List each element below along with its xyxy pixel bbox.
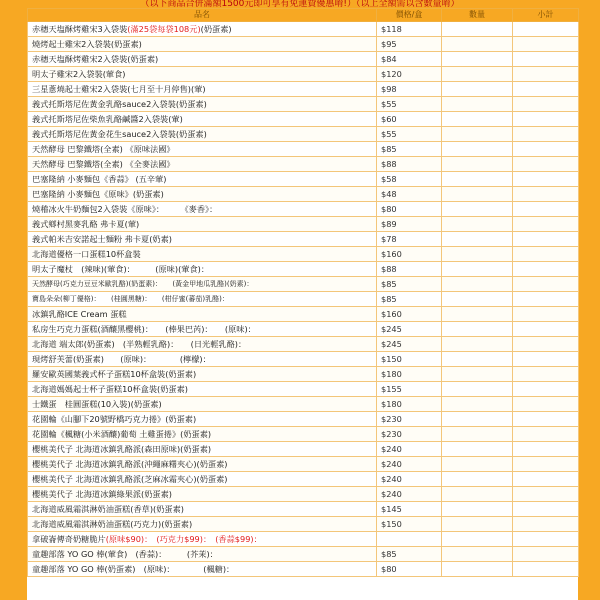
subtotal-cell: [513, 487, 579, 502]
quantity-cell[interactable]: [442, 142, 513, 157]
price-cell: [377, 532, 442, 547]
price-cell: $48: [377, 187, 442, 202]
product-name: 明太子雞宋2入袋裝(葷食): [32, 69, 126, 79]
table-row: [28, 337, 579, 352]
subtotal-cell: [513, 307, 579, 322]
quantity-cell[interactable]: [442, 562, 513, 577]
price-cell: $155: [377, 382, 442, 397]
subtotal-cell: [513, 232, 579, 247]
order-sheet: [27, 8, 578, 600]
quantity-cell[interactable]: [442, 457, 513, 472]
price-cell: $55: [377, 127, 442, 142]
table-row: [28, 292, 579, 307]
product-name: 拿破崙傳奇奶糖脆片: [32, 534, 106, 544]
quantity-cell[interactable]: [442, 112, 513, 127]
quantity-cell[interactable]: [442, 547, 513, 562]
product-name-cell: [28, 487, 377, 502]
table-row: [28, 307, 579, 322]
table-row: [28, 127, 579, 142]
order-rows: [28, 22, 579, 577]
quantity-cell[interactable]: [442, 82, 513, 97]
product-name-cell: [28, 142, 377, 157]
product-name: 北海道威風霜淇淋奶油蛋糕(巧克力)(奶蛋素): [32, 519, 193, 529]
table-row: [28, 37, 579, 52]
table-row: [28, 52, 579, 67]
subtotal-cell: [513, 397, 579, 412]
price-cell: $85: [377, 292, 442, 307]
product-name-cell: [28, 112, 377, 127]
subtotal-cell: [513, 547, 579, 562]
price-cell: $118: [377, 22, 442, 37]
product-name-cell: [28, 382, 377, 397]
table-row: [28, 322, 579, 337]
subtotal-cell: [513, 22, 579, 37]
quantity-cell[interactable]: [442, 97, 513, 112]
product-name: 北海道威風霜淇淋奶油蛋糕(香草)(奶蛋素): [32, 504, 184, 514]
price-cell: $89: [377, 217, 442, 232]
quantity-cell[interactable]: [442, 292, 513, 307]
quantity-cell[interactable]: [442, 532, 513, 547]
product-name-cell: [28, 187, 377, 202]
product-name: 童趣部落 YO GO 棒(奶蛋素) (原味)： (楓糖)：: [32, 564, 235, 574]
product-name: 櫻桃美代子 北海道冰鎮綠果派(奶蛋素): [32, 489, 172, 499]
table-row: [28, 517, 579, 532]
price-cell: $160: [377, 247, 442, 262]
product-name: 櫻桃美代子 北海道冰鎮乳酪派(沖繩麻糬夾心)(奶蛋素): [32, 459, 228, 469]
price-cell: $240: [377, 442, 442, 457]
table-row: [28, 382, 579, 397]
table-row: [28, 277, 579, 292]
table-row: [28, 262, 579, 277]
table-row: [28, 502, 579, 517]
product-name: 巴塞隆納 小麥麵包《香蒜》 (五辛葷): [32, 174, 167, 184]
price-cell: $88: [377, 157, 442, 172]
subtotal-cell: [513, 217, 579, 232]
quantity-cell[interactable]: [442, 382, 513, 397]
product-name-cell: [28, 517, 377, 532]
product-name: 花園輪《山腳下20號野橋巧克力捲》(奶蛋素): [32, 414, 197, 424]
quantity-cell[interactable]: [442, 397, 513, 412]
product-name-cell: [28, 427, 377, 442]
product-name: 現烤舒芙蕾(奶蛋素) (原味)： (檸檬)：: [32, 354, 211, 364]
product-name-cell: [28, 172, 377, 187]
product-name: 燒稽冰火牛奶麵包2入袋裝《原味》： 《麥香》：: [32, 204, 218, 214]
quantity-cell[interactable]: [442, 442, 513, 457]
product-name-cell: [28, 247, 377, 262]
price-cell: $78: [377, 232, 442, 247]
subtotal-cell: [513, 97, 579, 112]
product-name-cell: [28, 82, 377, 97]
header-quantity: 數量: [442, 9, 513, 22]
price-cell: $80: [377, 202, 442, 217]
price-cell: $98: [377, 82, 442, 97]
subtotal-cell: [513, 157, 579, 172]
subtotal-cell: [513, 502, 579, 517]
subtotal-cell: [513, 337, 579, 352]
price-cell: $230: [377, 412, 442, 427]
product-name: 北海道媽媽起士杯子蛋糕10杯盒裝(奶蛋素): [32, 384, 188, 394]
product-name: 北海道 端太郎(奶蛋素) (半熟輕乳酪)： (日光輕乳酪)：: [32, 339, 247, 349]
product-name-cell: [28, 127, 377, 142]
diet-tag: (奶蛋素): [200, 24, 232, 34]
price-cell: $55: [377, 97, 442, 112]
quantity-cell[interactable]: [442, 187, 513, 202]
quantity-cell[interactable]: [442, 157, 513, 172]
subtotal-cell: [513, 67, 579, 82]
quantity-cell[interactable]: [442, 67, 513, 82]
quantity-cell[interactable]: [442, 412, 513, 427]
subtotal-cell: [513, 427, 579, 442]
price-cell: $240: [377, 472, 442, 487]
price-cell: $80: [377, 562, 442, 577]
price-cell: $180: [377, 397, 442, 412]
product-name-cell: [28, 22, 377, 37]
price-cell: $245: [377, 337, 442, 352]
quantity-cell[interactable]: [442, 37, 513, 52]
promo-note: (原味$90)： (巧克力$99)： (香蒜$99)：: [105, 534, 262, 544]
shipping-banner: （以下商品合併滿額1500元即可享有免運費優惠唷!）（以上全額需以含數量唷）: [0, 0, 600, 8]
header-price: 價格/盒: [377, 9, 442, 22]
product-name-cell: [28, 37, 377, 52]
product-name-cell: [28, 277, 377, 292]
subtotal-cell: [513, 532, 579, 547]
subtotal-cell: [513, 142, 579, 157]
table-row: [28, 22, 579, 37]
price-cell: $180: [377, 367, 442, 382]
table-row: [28, 247, 579, 262]
subtotal-cell: [513, 517, 579, 532]
product-name: 天然酵母 巴黎鐵塔(全素) 《全麥法國》: [32, 159, 175, 169]
subtotal-cell: [513, 172, 579, 187]
product-name-cell: [28, 217, 377, 232]
product-name-cell: [28, 67, 377, 82]
quantity-cell[interactable]: [442, 232, 513, 247]
subtotal-cell: [513, 412, 579, 427]
product-name-cell: [28, 337, 377, 352]
table-row: [28, 187, 579, 202]
table-row: [28, 202, 579, 217]
product-name: 三星蔥燒起士雞宋2入袋裝(七月至十月停售)(葷): [32, 84, 206, 94]
subtotal-cell: [513, 472, 579, 487]
table-row: [28, 367, 579, 382]
subtotal-cell: [513, 457, 579, 472]
product-name-cell: [28, 562, 377, 577]
product-name-cell: [28, 292, 377, 307]
table-row: [28, 172, 579, 187]
quantity-cell[interactable]: [442, 262, 513, 277]
product-name: 士鐵蛋 桂圓蛋糕(10入裝)(奶蛋素): [32, 399, 162, 409]
price-cell: $60: [377, 112, 442, 127]
price-cell: $85: [377, 142, 442, 157]
promo-note: (滿25袋每袋108元): [127, 24, 201, 34]
subtotal-cell: [513, 52, 579, 67]
product-name: 義式托斯塔尼佐柴魚乳酪鹹醬2入袋裝(葷): [32, 114, 183, 124]
product-name: 義式托斯塔尼佐黃金乳酪sauce2入袋裝(奶蛋素): [32, 99, 207, 109]
product-name: 義式帕米吉安諾起士麵粉 弗卡夏(奶素): [32, 234, 172, 244]
product-name: 義式托斯塔尼佐黃金花生sauce2入袋裝(奶蛋素): [32, 129, 207, 139]
table-row: [28, 532, 579, 547]
quantity-cell[interactable]: [442, 277, 513, 292]
product-name: 私房生巧克力蛋糕(酒釀黑櫻桃)： (棒果巴芮)： (原味)：: [32, 324, 256, 334]
quantity-cell[interactable]: [442, 22, 513, 37]
quantity-cell[interactable]: [442, 307, 513, 322]
subtotal-cell: [513, 82, 579, 97]
price-cell: $145: [377, 502, 442, 517]
product-name-cell: [28, 157, 377, 172]
product-name-cell: [28, 367, 377, 382]
product-name-cell: [28, 397, 377, 412]
product-name-cell: [28, 532, 377, 547]
product-name: 義式鄉村黑麥乳酪 弗卡夏(葷): [32, 219, 140, 229]
header-product-name: 品名: [28, 9, 377, 22]
product-name: 天然酵母 巴黎鐵塔(全素) 《原味法國》: [32, 144, 175, 154]
table-row: [28, 217, 579, 232]
price-cell: $150: [377, 517, 442, 532]
product-name-cell: [28, 52, 377, 67]
quantity-cell[interactable]: [442, 52, 513, 67]
header-subtotal: 小計: [513, 9, 579, 22]
subtotal-cell: [513, 382, 579, 397]
table-row: [28, 112, 579, 127]
subtotal-cell: [513, 202, 579, 217]
price-cell: $58: [377, 172, 442, 187]
subtotal-cell: [513, 562, 579, 577]
table-row: [28, 352, 579, 367]
quantity-cell[interactable]: [442, 502, 513, 517]
price-cell: $95: [377, 37, 442, 52]
table-row: [28, 562, 579, 577]
price-cell: $240: [377, 457, 442, 472]
product-name-cell: [28, 352, 377, 367]
quantity-cell[interactable]: [442, 127, 513, 142]
table-row: [28, 427, 579, 442]
quantity-cell[interactable]: [442, 202, 513, 217]
product-name: 童趣部落 YO GO 棒(葷食) (香蒜)： (芥茉)：: [32, 549, 218, 559]
price-cell: $150: [377, 352, 442, 367]
price-cell: $240: [377, 487, 442, 502]
quantity-cell[interactable]: [442, 322, 513, 337]
quantity-cell[interactable]: [442, 487, 513, 502]
product-name: 明太子魔杖 (辣味)(葷食)： (原味)(葷食)：: [32, 264, 210, 274]
table-row: [28, 82, 579, 97]
subtotal-cell: [513, 262, 579, 277]
product-name-cell: [28, 472, 377, 487]
order-table: [27, 8, 579, 577]
product-name-cell: [28, 307, 377, 322]
subtotal-cell: [513, 352, 579, 367]
quantity-cell[interactable]: [442, 517, 513, 532]
product-name: 寶島朵朵(柳丁優格)： (桂圓黑糖)： (柑仔蜜(蕃茄)乳酪)：: [32, 295, 229, 303]
product-name: 北海道優格一口蛋糕10杯盒裝: [32, 249, 141, 259]
table-row: [28, 97, 579, 112]
subtotal-cell: [513, 367, 579, 382]
table-row: [28, 472, 579, 487]
product-name: 燒烤起士雞宋2入袋裝(奶蛋素): [32, 39, 142, 49]
price-cell: $85: [377, 277, 442, 292]
table-row: [28, 67, 579, 82]
subtotal-cell: [513, 322, 579, 337]
price-cell: $245: [377, 322, 442, 337]
quantity-cell[interactable]: [442, 352, 513, 367]
table-row: [28, 457, 579, 472]
subtotal-cell: [513, 187, 579, 202]
price-cell: $160: [377, 307, 442, 322]
product-name: 巴塞隆納 小麥麵包《原味》(奶蛋素): [32, 189, 164, 199]
subtotal-cell: [513, 292, 579, 307]
product-name-cell: [28, 547, 377, 562]
price-cell: $85: [377, 547, 442, 562]
product-name: 赤穗天塩酥烤雞宋3入袋裝: [32, 24, 128, 34]
quantity-cell[interactable]: [442, 472, 513, 487]
product-name-cell: [28, 97, 377, 112]
product-name: 櫻桃美代子 北海道冰鎮乳酪派(芝麻冰霜夾心)(奶蛋素): [32, 474, 228, 484]
price-cell: $120: [377, 67, 442, 82]
product-name: 天然酵母(巧克力豆豆米歐乳酪)(奶蛋素)： (黃金甲地瓜乳酪)(奶素)：: [32, 280, 254, 288]
subtotal-cell: [513, 442, 579, 457]
price-cell: $230: [377, 427, 442, 442]
table-row: [28, 157, 579, 172]
table-row: [28, 442, 579, 457]
product-name: 櫻桃美代子 北海道冰鎮乳酪派(森田原味)(奶蛋素): [32, 444, 212, 454]
product-name: 花園輪《楓糖(小米酒釀)葡萄 土雞蛋捲》(奶蛋素): [32, 429, 212, 439]
product-name: 羅安歐英國葉義式杯子蛋糕10杯盒裝(奶蛋素): [32, 369, 197, 379]
product-name-cell: [28, 457, 377, 472]
quantity-cell[interactable]: [442, 247, 513, 262]
table-row: [28, 487, 579, 502]
quantity-cell[interactable]: [442, 172, 513, 187]
subtotal-cell: [513, 247, 579, 262]
product-name-cell: [28, 502, 377, 517]
table-row: [28, 232, 579, 247]
table-row: [28, 412, 579, 427]
subtotal-cell: [513, 277, 579, 292]
quantity-cell[interactable]: [442, 367, 513, 382]
quantity-cell[interactable]: [442, 337, 513, 352]
table-row: [28, 142, 579, 157]
product-name-cell: [28, 442, 377, 457]
table-header-row: [28, 9, 579, 22]
product-name-cell: [28, 202, 377, 217]
quantity-cell[interactable]: [442, 427, 513, 442]
subtotal-cell: [513, 127, 579, 142]
price-cell: $88: [377, 262, 442, 277]
table-row: [28, 547, 579, 562]
product-name-cell: [28, 412, 377, 427]
subtotal-cell: [513, 37, 579, 52]
product-name-cell: [28, 232, 377, 247]
product-name-cell: [28, 262, 377, 277]
product-name: 冰鎮乳酪ICE Cream 蛋糕: [32, 309, 127, 319]
product-name: 赤穗天塩酥烤雞宋2入袋裝(奶蛋素): [32, 54, 159, 64]
price-cell: $84: [377, 52, 442, 67]
subtotal-cell: [513, 112, 579, 127]
quantity-cell[interactable]: [442, 217, 513, 232]
table-row: [28, 397, 579, 412]
product-name-cell: [28, 322, 377, 337]
